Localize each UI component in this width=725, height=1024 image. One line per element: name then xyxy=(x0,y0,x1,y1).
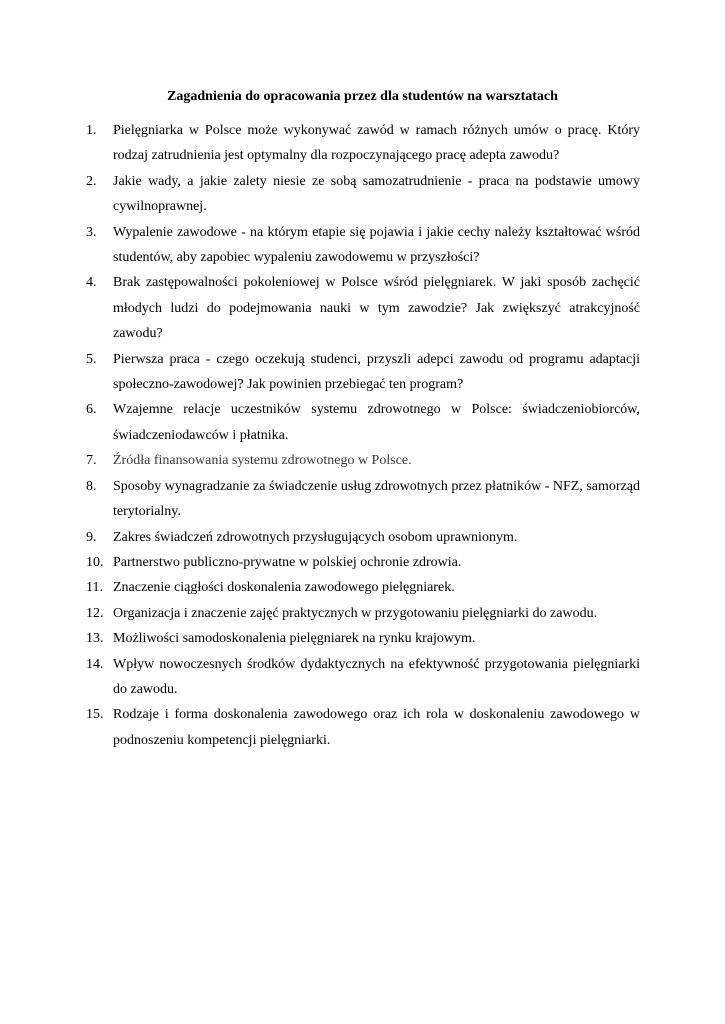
list-item xyxy=(86,550,640,575)
list-item xyxy=(86,270,640,346)
item-text: Jakie wady, a jakie zalety niesie ze sobą samozatrudnienie - praca na podstawie umowy cywilnoprawnej. xyxy=(113,173,640,215)
list-item xyxy=(86,220,640,271)
item-text: Brak zastępowalności pokoleniowej w Polsce wśród pielęgniarek. W jaki sposób zachęcić młodych ludzi do podejmowania nauki w tym zawodzie? Jak zwiększyć atrakcyjność zawodu? xyxy=(113,275,640,342)
item-number: 7. xyxy=(86,453,97,469)
item-number: 1. xyxy=(86,123,97,138)
topics-list xyxy=(86,118,640,753)
item-text: Pierwsza praca - czego oczekują studenci, przyszli adepci zawodu od programu adaptacji społeczno-zawodowej? Jak powinien przebiegać ten program? xyxy=(113,351,640,393)
list-item xyxy=(86,118,640,169)
item-number: 11. xyxy=(86,580,103,596)
item-text: Wzajemne relacje uczestników systemu zdrowotnego w Polsce: świadczeniobiorców, świadczeniodawców i płatnika. xyxy=(113,402,640,443)
item-number: 14. xyxy=(86,656,104,672)
list-item xyxy=(86,702,640,753)
list-item xyxy=(86,347,640,398)
item-text: Możliwości samodoskonalenia pielęgniarek na rynku krajowym. xyxy=(113,631,476,647)
item-number: 6. xyxy=(86,402,97,418)
list-item xyxy=(86,169,640,220)
item-number: 4. xyxy=(86,275,97,291)
item-text: Wpływ nowoczesnych środków dydaktycznych na efektywność przygotowania pielęgniarki do zawodu. xyxy=(113,656,640,697)
list-item xyxy=(86,626,640,651)
list-item xyxy=(86,601,640,626)
item-text: Pielęgniarka w Polsce może wykonywać zawód w ramach różnych umów o pracę. Który rodzaj zatrudnienia jest optymalny dla rozpoczynającego pracę adepta zawodu? xyxy=(113,123,640,164)
list-item xyxy=(86,575,640,600)
item-number: 12. xyxy=(86,605,104,621)
document-title: Zagadnienia do opracowania przez dla studentów na warsztatach xyxy=(167,89,558,104)
item-text: Wypalenie zawodowe - na którym etapie się pojawia i jakie cechy należy kształtować wśród studentów, aby zapobiec wypaleniu zawodowemu w przyszłości? xyxy=(113,224,640,266)
item-text: Organizacja i znaczenie zajęć praktycznych w przygotowaniu pielęgniarki do zawodu. xyxy=(113,605,598,621)
item-text: Rodzaje i forma doskonalenia zawodowego oraz ich rola w doskonaleniu zawodowego w podnoszeniu kompetencji pielęgniarki. xyxy=(113,707,640,748)
item-number: 15. xyxy=(86,707,104,723)
item-text: Źródła finansowania systemu zdrowotnego w Polsce. xyxy=(113,453,412,469)
item-number: 13. xyxy=(86,631,104,647)
item-text: Zakres świadczeń zdrowotnych przysługujących osobom uprawnionym. xyxy=(113,529,518,545)
list-item xyxy=(86,448,640,473)
item-number: 8. xyxy=(86,478,97,494)
list-item xyxy=(86,474,640,525)
list-item xyxy=(86,652,640,703)
item-number: 5. xyxy=(86,351,97,367)
item-text: Sposoby wynagradzanie za świadczenie usług zdrowotnych przez płatników - NFZ, samorząd terytorialny. xyxy=(113,478,640,520)
item-text: Znaczenie ciągłości doskonalenia zawodowego pielęgniarek. xyxy=(113,580,455,596)
item-number: 3. xyxy=(86,224,97,240)
item-number: 2. xyxy=(86,173,97,189)
list-item xyxy=(86,397,640,448)
item-text: Partnerstwo publiczno-prywatne w polskiej ochronie zdrowia. xyxy=(113,554,462,570)
item-number: 9. xyxy=(86,529,97,545)
item-number: 10. xyxy=(86,554,104,570)
list-item xyxy=(86,525,640,550)
